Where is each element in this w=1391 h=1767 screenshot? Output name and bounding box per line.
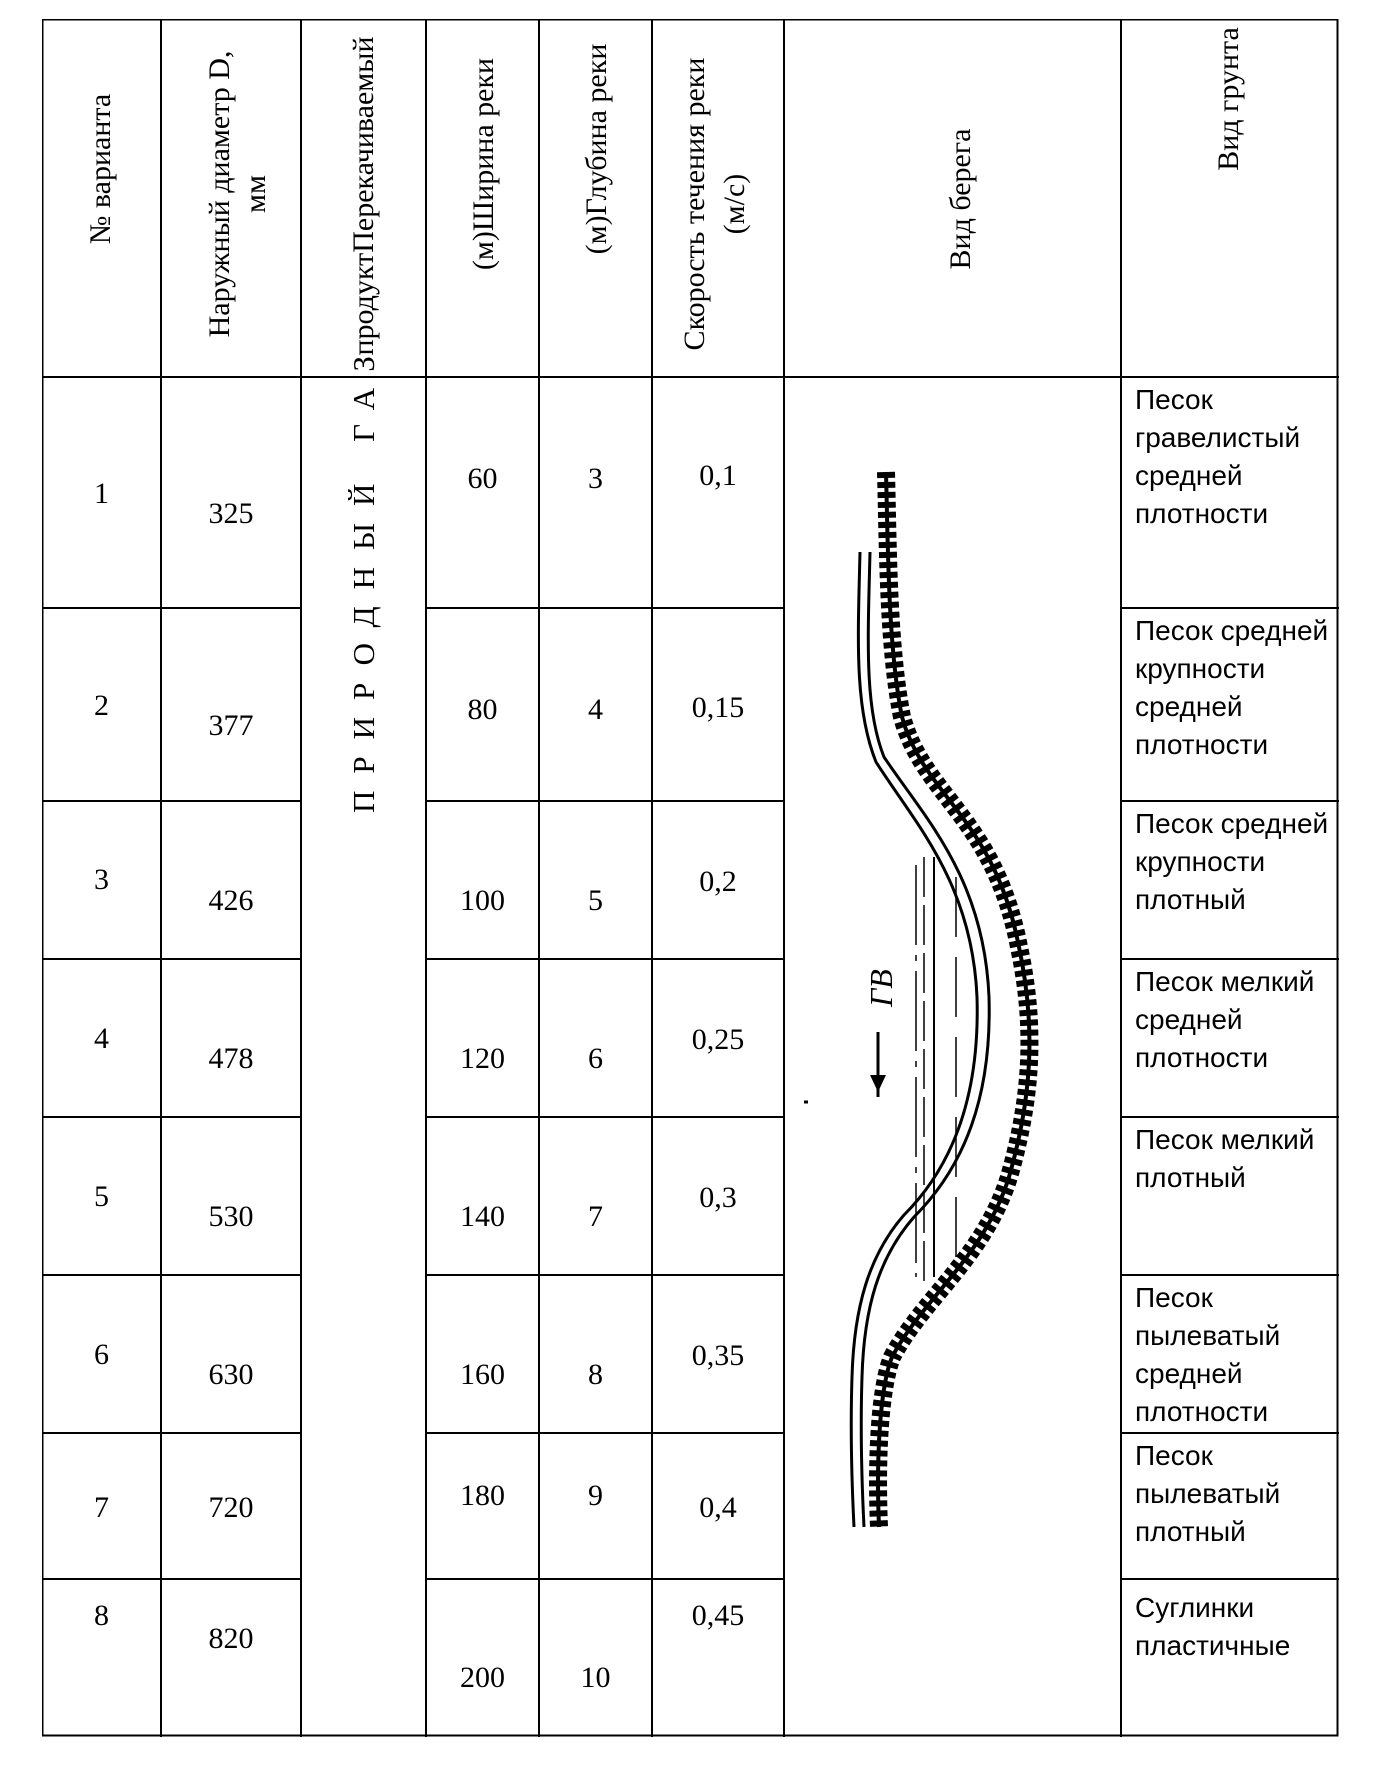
soil-cell-4: [1121, 959, 1339, 1117]
header-variant: № варианта: [84, 93, 117, 245]
speed-column: [652, 377, 784, 1737]
speed-1: 0,1: [699, 459, 737, 492]
width-2: 80: [467, 693, 498, 726]
soil-5: Песок мелкий плотный: [1135, 1124, 1315, 1193]
speed-7: 0,4: [699, 1491, 737, 1524]
depth-7: 9: [588, 1479, 603, 1512]
header-diameter-line1: Наружный диаметр D,: [203, 50, 236, 338]
soil-1: Песок гравелистый средней плотности: [1135, 384, 1301, 529]
river-crossing-drawing: [784, 377, 1121, 1737]
variant-7: 7: [94, 1491, 109, 1524]
soil-cell-5: [1121, 1117, 1339, 1275]
diameter-2: 377: [208, 709, 254, 742]
diameter-1: 325: [208, 497, 254, 530]
variant-column: [42, 377, 161, 1737]
header-width: (м)Ширина реки: [467, 57, 500, 271]
diameter-3: 426: [208, 884, 254, 917]
variant-5: 5: [94, 1180, 109, 1213]
soil-cell-8: [1121, 1579, 1339, 1737]
soil-cell-3: [1121, 801, 1339, 959]
soil-cell-2: [1121, 608, 1339, 801]
soil-4: Песок мелкий средней плотности: [1135, 966, 1315, 1073]
header-speed-line1: Скорость течения реки: [678, 57, 711, 351]
variant-4: 4: [94, 1022, 109, 1055]
soil-3: Песок средней крупности плотный: [1135, 808, 1329, 915]
depth-8: 10: [580, 1661, 611, 1694]
width-5: 140: [460, 1200, 505, 1233]
bank-diagram: [784, 377, 1121, 1737]
variant-3: 3: [94, 863, 109, 896]
width-1: 60: [467, 462, 498, 495]
diameter-6: 630: [208, 1358, 254, 1391]
header-speed-line2: (м/с): [718, 173, 751, 235]
soil-7: Песок пылеватый плотный: [1135, 1440, 1281, 1547]
header-diameter-line2: мм: [239, 175, 272, 213]
header-soil: Вид грунта: [1212, 27, 1245, 171]
width-6: 160: [460, 1358, 505, 1391]
width-7: 180: [460, 1479, 505, 1512]
width-4: 120: [460, 1042, 505, 1075]
variant-8: 8: [94, 1599, 109, 1632]
speed-5: 0,3: [699, 1181, 737, 1214]
diameter-5: 530: [208, 1200, 254, 1233]
header-depth: (м)Глубина реки: [580, 43, 613, 255]
depth-5: 7: [588, 1200, 603, 1233]
header-diameter: [202, 39, 274, 349]
variant-1: 1: [94, 477, 109, 510]
diameter-4: 478: [208, 1042, 254, 1075]
width-8: 200: [460, 1661, 505, 1694]
speed-8: 0,45: [691, 1599, 745, 1632]
soil-cell-1: [1121, 377, 1339, 608]
diameter-7: 720: [208, 1491, 254, 1524]
speed-3: 0,2: [699, 865, 737, 898]
product-value: ПРИРОДНЫЙ ГАЗ: [346, 339, 381, 813]
variant-6: 6: [94, 1338, 109, 1371]
speed-4: 0,25: [691, 1023, 745, 1056]
depth-4: 6: [588, 1042, 603, 1075]
depth-column: [539, 377, 652, 1737]
depth-6: 8: [588, 1358, 603, 1391]
depth-3: 5: [588, 884, 603, 917]
speed-6: 0,35: [691, 1339, 745, 1372]
depth-1: 3: [588, 462, 603, 495]
depth-2: 4: [588, 693, 603, 726]
soil-2: Песок средней крупности средней плотности: [1135, 615, 1329, 760]
variant-2: 2: [94, 689, 109, 722]
width-3: 100: [460, 884, 505, 917]
speed-2: 0,15: [691, 691, 745, 724]
soil-6: Песок пылеватый средней плотности: [1135, 1282, 1281, 1427]
variants-table: [42, 19, 1339, 1737]
soil-cell-6: [1121, 1275, 1339, 1433]
diameter-8: 820: [208, 1622, 254, 1655]
soil-8: Суглинки пластичные: [1135, 1592, 1291, 1661]
header-bank: Вид берега: [944, 128, 977, 270]
soil-cell-7: [1121, 1433, 1339, 1579]
width-column: [426, 377, 539, 1737]
header-product: продуктПерекачиваемый: [347, 36, 380, 356]
diameter-column: [161, 377, 301, 1737]
water-level-label: ГВ: [863, 969, 899, 1007]
header-speed: [675, 44, 755, 364]
